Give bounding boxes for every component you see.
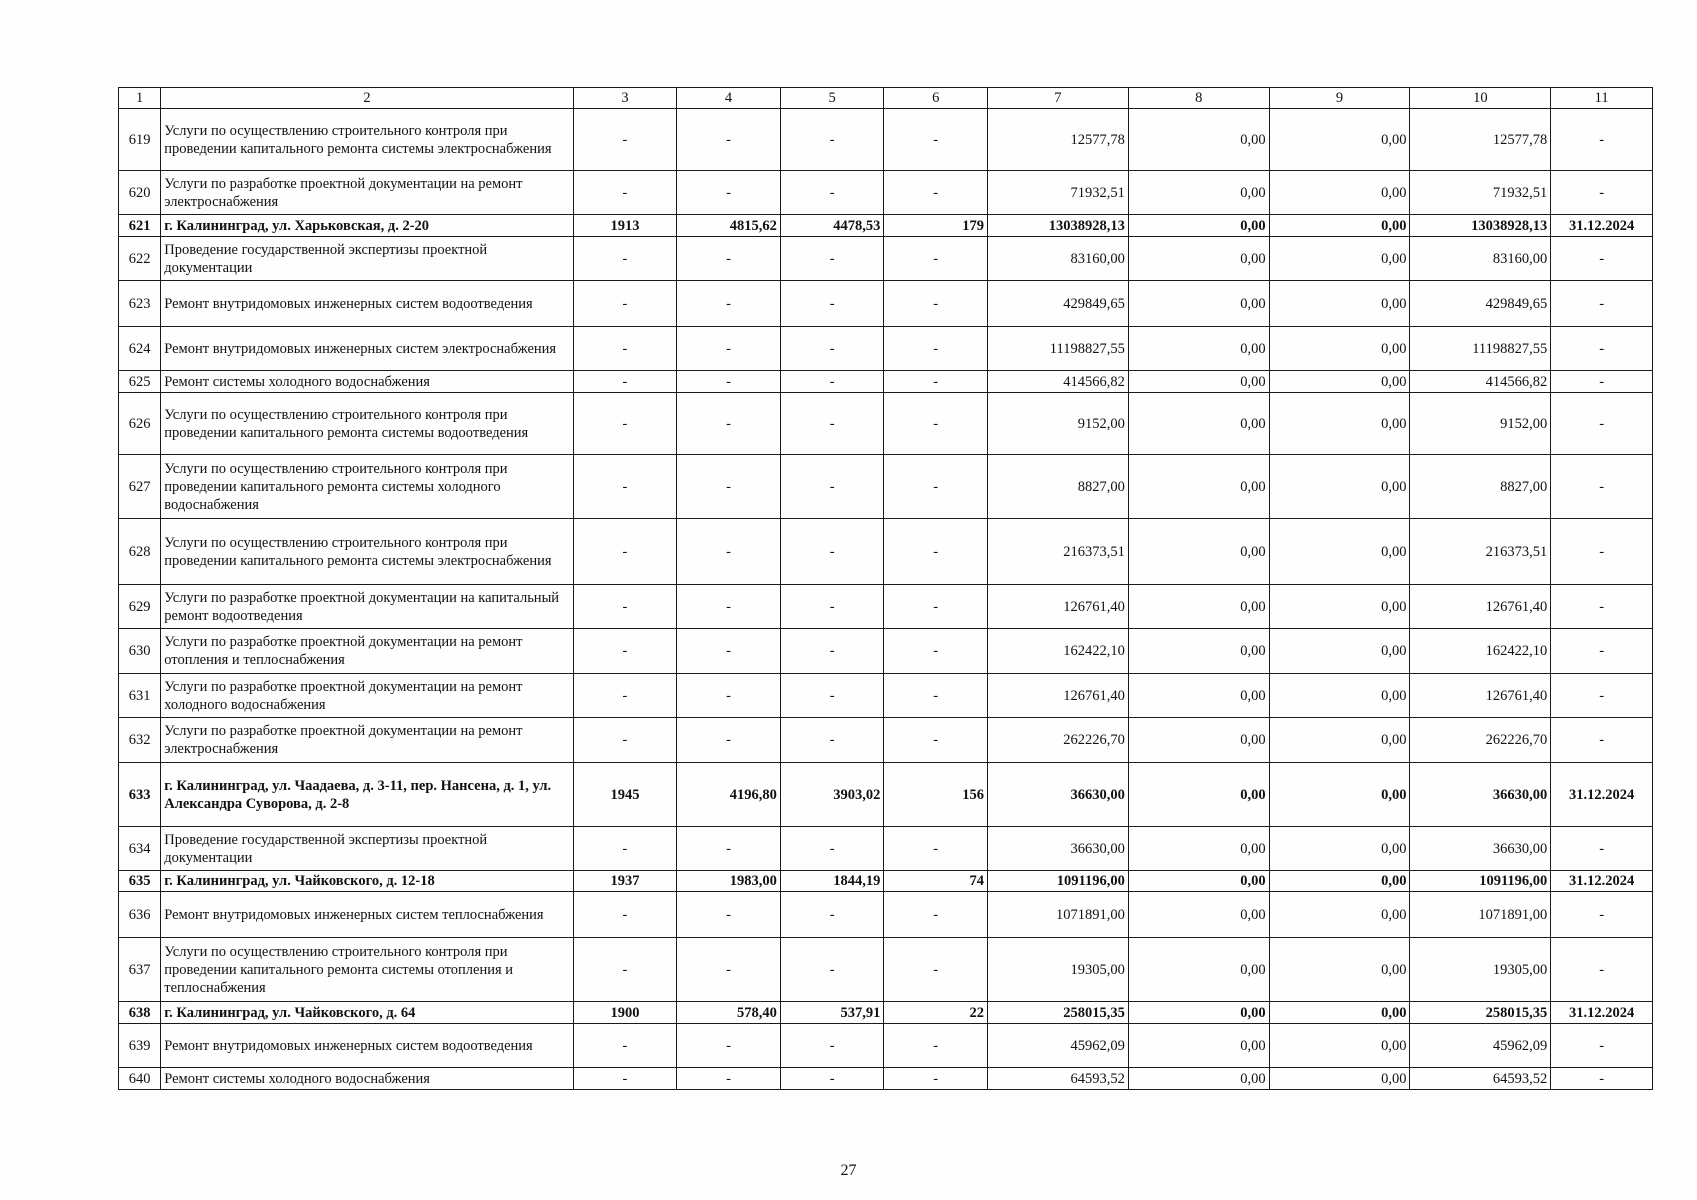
cell-col6: - (884, 938, 988, 1002)
cell-col5: - (780, 827, 884, 871)
row-number: 627 (119, 455, 161, 519)
column-header: 4 (677, 88, 781, 109)
cell-col10: 45962,09 (1410, 1024, 1551, 1068)
cell-col3: - (573, 674, 677, 718)
cell-col9: 0,00 (1269, 109, 1410, 171)
work-name: Услуги по разработке проектной документации на капитальный ремонт водоотведения (161, 585, 573, 629)
cell-col11: - (1551, 371, 1653, 393)
table-body (119, 109, 1653, 1090)
cell-col3: 1900 (573, 1002, 677, 1024)
works-table (118, 87, 1653, 1090)
cell-col9: 0,00 (1269, 519, 1410, 585)
cell-col11: - (1551, 938, 1653, 1002)
cell-col10: 19305,00 (1410, 938, 1551, 1002)
cell-col10: 13038928,13 (1410, 215, 1551, 237)
work-name: г. Калининград, ул. Чайковского, д. 64 (161, 1002, 573, 1024)
cell-col11: - (1551, 281, 1653, 327)
cell-col10: 8827,00 (1410, 455, 1551, 519)
cell-col10: 64593,52 (1410, 1068, 1551, 1090)
cell-col7: 83160,00 (988, 237, 1129, 281)
cell-col11: - (1551, 455, 1653, 519)
cell-col10: 11198827,55 (1410, 327, 1551, 371)
work-name: Услуги по осуществлению строительного контроля при проведении капитального ремонта системы холодного водоснабжения (161, 455, 573, 519)
cell-col7: 64593,52 (988, 1068, 1129, 1090)
cell-col7: 1091196,00 (988, 871, 1129, 892)
cell-col11: - (1551, 171, 1653, 215)
cell-col9: 0,00 (1269, 371, 1410, 393)
table-row (119, 171, 1653, 215)
table-row (119, 585, 1653, 629)
cell-col5: - (780, 371, 884, 393)
row-number: 621 (119, 215, 161, 237)
cell-col7: 414566,82 (988, 371, 1129, 393)
work-name: Проведение государственной экспертизы проектной документации (161, 827, 573, 871)
cell-col6: - (884, 629, 988, 674)
cell-col10: 71932,51 (1410, 171, 1551, 215)
cell-col6: - (884, 455, 988, 519)
work-name: Услуги по осуществлению строительного контроля при проведении капитального ремонта системы электроснабжения (161, 109, 573, 171)
column-header: 1 (119, 88, 161, 109)
cell-col5: - (780, 519, 884, 585)
cell-col7: 126761,40 (988, 674, 1129, 718)
cell-col5: 4478,53 (780, 215, 884, 237)
table-row (119, 938, 1653, 1002)
cell-col8: 0,00 (1128, 109, 1269, 171)
cell-col11: - (1551, 718, 1653, 763)
table-row (119, 109, 1653, 171)
cell-col6: - (884, 281, 988, 327)
cell-col3: - (573, 718, 677, 763)
cell-col3: - (573, 371, 677, 393)
work-name: г. Калининград, ул. Харьковская, д. 2-20 (161, 215, 573, 237)
cell-col3: - (573, 237, 677, 281)
cell-col7: 216373,51 (988, 519, 1129, 585)
cell-col8: 0,00 (1128, 763, 1269, 827)
row-number: 624 (119, 327, 161, 371)
work-name: Ремонт внутридомовых инженерных систем водоотведения (161, 281, 573, 327)
row-number: 639 (119, 1024, 161, 1068)
cell-col4: - (677, 585, 781, 629)
cell-col7: 8827,00 (988, 455, 1129, 519)
cell-col4: - (677, 1024, 781, 1068)
cell-col9: 0,00 (1269, 1024, 1410, 1068)
column-header: 8 (1128, 88, 1269, 109)
cell-col5: 3903,02 (780, 763, 884, 827)
cell-col9: 0,00 (1269, 215, 1410, 237)
cell-col8: 0,00 (1128, 371, 1269, 393)
row-number: 638 (119, 1002, 161, 1024)
table-row (119, 393, 1653, 455)
cell-col8: 0,00 (1128, 171, 1269, 215)
work-name: г. Калининград, ул. Чайковского, д. 12-18 (161, 871, 573, 892)
cell-col9: 0,00 (1269, 1068, 1410, 1090)
table-row (119, 281, 1653, 327)
work-name: Ремонт внутридомовых инженерных систем теплоснабжения (161, 892, 573, 938)
cell-col3: 1937 (573, 871, 677, 892)
cell-col11: - (1551, 109, 1653, 171)
cell-col9: 0,00 (1269, 892, 1410, 938)
work-name: Услуги по разработке проектной документации на ремонт отопления и теплоснабжения (161, 629, 573, 674)
cell-col9: 0,00 (1269, 585, 1410, 629)
cell-col11: - (1551, 585, 1653, 629)
cell-col6: 22 (884, 1002, 988, 1024)
cell-col3: - (573, 1068, 677, 1090)
row-number: 620 (119, 171, 161, 215)
cell-col7: 12577,78 (988, 109, 1129, 171)
row-number: 633 (119, 763, 161, 827)
cell-col10: 162422,10 (1410, 629, 1551, 674)
cell-col6: 156 (884, 763, 988, 827)
cell-col3: - (573, 455, 677, 519)
cell-col5: 1844,19 (780, 871, 884, 892)
row-number: 637 (119, 938, 161, 1002)
cell-col10: 258015,35 (1410, 1002, 1551, 1024)
cell-col8: 0,00 (1128, 455, 1269, 519)
cell-col7: 126761,40 (988, 585, 1129, 629)
cell-col4: - (677, 1068, 781, 1090)
cell-col6: - (884, 1068, 988, 1090)
cell-col4: - (677, 629, 781, 674)
cell-col8: 0,00 (1128, 327, 1269, 371)
cell-col8: 0,00 (1128, 871, 1269, 892)
cell-col9: 0,00 (1269, 827, 1410, 871)
cell-col4: - (677, 171, 781, 215)
table-row (119, 629, 1653, 674)
table-row (119, 827, 1653, 871)
work-name: Ремонт внутридомовых инженерных систем водоотведения (161, 1024, 573, 1068)
cell-col10: 83160,00 (1410, 237, 1551, 281)
cell-col4: - (677, 938, 781, 1002)
cell-col11: - (1551, 892, 1653, 938)
cell-col10: 262226,70 (1410, 718, 1551, 763)
cell-col6: 74 (884, 871, 988, 892)
cell-col5: - (780, 327, 884, 371)
cell-col8: 0,00 (1128, 674, 1269, 718)
row-number: 632 (119, 718, 161, 763)
table-row (119, 1068, 1653, 1090)
row-number: 619 (119, 109, 161, 171)
work-name: Проведение государственной экспертизы проектной документации (161, 237, 573, 281)
cell-col6: - (884, 827, 988, 871)
row-number: 629 (119, 585, 161, 629)
cell-col7: 71932,51 (988, 171, 1129, 215)
table-row (119, 327, 1653, 371)
cell-col9: 0,00 (1269, 1002, 1410, 1024)
table-row (119, 455, 1653, 519)
cell-col10: 1071891,00 (1410, 892, 1551, 938)
row-number: 631 (119, 674, 161, 718)
cell-col11: - (1551, 1024, 1653, 1068)
column-header: 9 (1269, 88, 1410, 109)
column-header: 11 (1551, 88, 1653, 109)
table-row (119, 892, 1653, 938)
cell-col7: 162422,10 (988, 629, 1129, 674)
cell-col4: - (677, 519, 781, 585)
work-name: Ремонт системы холодного водоснабжения (161, 371, 573, 393)
cell-col5: - (780, 455, 884, 519)
cell-col3: - (573, 1024, 677, 1068)
work-name: Ремонт системы холодного водоснабжения (161, 1068, 573, 1090)
cell-col5: - (780, 393, 884, 455)
cell-col8: 0,00 (1128, 281, 1269, 327)
cell-col9: 0,00 (1269, 871, 1410, 892)
work-name: Услуги по осуществлению строительного контроля при проведении капитального ремонта системы отопления и теплоснабжения (161, 938, 573, 1002)
cell-col5: - (780, 718, 884, 763)
cell-col5: - (780, 674, 884, 718)
cell-col11: 31.12.2024 (1551, 871, 1653, 892)
cell-col9: 0,00 (1269, 455, 1410, 519)
table-row (119, 1002, 1653, 1024)
cell-col5: - (780, 281, 884, 327)
work-name: г. Калининград, ул. Чаадаева, д. 3-11, пер. Нансена, д. 1, ул. Александра Суворова, д. 2-8 (161, 763, 573, 827)
cell-col8: 0,00 (1128, 1068, 1269, 1090)
table-row (119, 1024, 1653, 1068)
cell-col7: 36630,00 (988, 763, 1129, 827)
row-number: 626 (119, 393, 161, 455)
cell-col11: - (1551, 1068, 1653, 1090)
cell-col11: 31.12.2024 (1551, 763, 1653, 827)
cell-col3: - (573, 629, 677, 674)
cell-col4: - (677, 281, 781, 327)
cell-col5: - (780, 171, 884, 215)
cell-col3: - (573, 393, 677, 455)
column-header: 5 (780, 88, 884, 109)
cell-col9: 0,00 (1269, 718, 1410, 763)
cell-col3: - (573, 281, 677, 327)
table-row (119, 237, 1653, 281)
row-number: 628 (119, 519, 161, 585)
cell-col6: - (884, 892, 988, 938)
cell-col10: 9152,00 (1410, 393, 1551, 455)
column-header: 6 (884, 88, 988, 109)
cell-col4: - (677, 718, 781, 763)
row-number: 640 (119, 1068, 161, 1090)
cell-col8: 0,00 (1128, 1002, 1269, 1024)
cell-col10: 1091196,00 (1410, 871, 1551, 892)
cell-col11: 31.12.2024 (1551, 1002, 1653, 1024)
cell-col3: - (573, 327, 677, 371)
cell-col6: - (884, 371, 988, 393)
table-row (119, 718, 1653, 763)
cell-col6: - (884, 519, 988, 585)
cell-col3: 1945 (573, 763, 677, 827)
row-number: 622 (119, 237, 161, 281)
cell-col8: 0,00 (1128, 585, 1269, 629)
row-number: 630 (119, 629, 161, 674)
cell-col5: - (780, 1024, 884, 1068)
cell-col11: - (1551, 327, 1653, 371)
cell-col10: 36630,00 (1410, 763, 1551, 827)
cell-col3: - (573, 892, 677, 938)
cell-col9: 0,00 (1269, 281, 1410, 327)
cell-col6: - (884, 674, 988, 718)
cell-col4: 4815,62 (677, 215, 781, 237)
cell-col3: - (573, 171, 677, 215)
cell-col5: - (780, 109, 884, 171)
cell-col6: - (884, 109, 988, 171)
cell-col9: 0,00 (1269, 237, 1410, 281)
column-header: 3 (573, 88, 677, 109)
column-header: 10 (1410, 88, 1551, 109)
cell-col4: - (677, 237, 781, 281)
cell-col8: 0,00 (1128, 1024, 1269, 1068)
cell-col9: 0,00 (1269, 327, 1410, 371)
cell-col4: - (677, 371, 781, 393)
cell-col8: 0,00 (1128, 237, 1269, 281)
cell-col10: 126761,40 (1410, 674, 1551, 718)
cell-col5: - (780, 629, 884, 674)
work-name: Услуги по осуществлению строительного контроля при проведении капитального ремонта системы электроснабжения (161, 519, 573, 585)
cell-col5: - (780, 585, 884, 629)
cell-col6: - (884, 393, 988, 455)
cell-col4: 578,40 (677, 1002, 781, 1024)
cell-col8: 0,00 (1128, 892, 1269, 938)
cell-col3: - (573, 585, 677, 629)
cell-col7: 258015,35 (988, 1002, 1129, 1024)
row-number: 634 (119, 827, 161, 871)
cell-col10: 414566,82 (1410, 371, 1551, 393)
cell-col4: - (677, 455, 781, 519)
cell-col10: 429849,65 (1410, 281, 1551, 327)
cell-col9: 0,00 (1269, 629, 1410, 674)
cell-col9: 0,00 (1269, 938, 1410, 1002)
cell-col9: 0,00 (1269, 393, 1410, 455)
row-number: 635 (119, 871, 161, 892)
cell-col8: 0,00 (1128, 718, 1269, 763)
cell-col8: 0,00 (1128, 938, 1269, 1002)
cell-col7: 11198827,55 (988, 327, 1129, 371)
table-row (119, 371, 1653, 393)
row-number: 636 (119, 892, 161, 938)
cell-col6: - (884, 327, 988, 371)
cell-col8: 0,00 (1128, 827, 1269, 871)
cell-col9: 0,00 (1269, 763, 1410, 827)
cell-col6: - (884, 171, 988, 215)
cell-col11: - (1551, 827, 1653, 871)
cell-col8: 0,00 (1128, 215, 1269, 237)
table-row (119, 215, 1653, 237)
page-number: 27 (840, 1162, 857, 1179)
cell-col11: - (1551, 629, 1653, 674)
work-name: Услуги по разработке проектной документации на ремонт холодного водоснабжения (161, 674, 573, 718)
cell-col6: - (884, 237, 988, 281)
cell-col3: - (573, 938, 677, 1002)
cell-col11: - (1551, 519, 1653, 585)
cell-col4: - (677, 827, 781, 871)
cell-col11: 31.12.2024 (1551, 215, 1653, 237)
cell-col10: 126761,40 (1410, 585, 1551, 629)
cell-col10: 216373,51 (1410, 519, 1551, 585)
column-header: 7 (988, 88, 1129, 109)
cell-col11: - (1551, 393, 1653, 455)
cell-col5: - (780, 237, 884, 281)
cell-col10: 36630,00 (1410, 827, 1551, 871)
cell-col8: 0,00 (1128, 629, 1269, 674)
cell-col8: 0,00 (1128, 519, 1269, 585)
cell-col7: 1071891,00 (988, 892, 1129, 938)
header-row (119, 88, 1653, 109)
table-row (119, 519, 1653, 585)
cell-col4: - (677, 892, 781, 938)
cell-col7: 45962,09 (988, 1024, 1129, 1068)
cell-col6: 179 (884, 215, 988, 237)
cell-col5: - (780, 938, 884, 1002)
work-name: Ремонт внутридомовых инженерных систем электроснабжения (161, 327, 573, 371)
cell-col3: - (573, 827, 677, 871)
cell-col4: - (677, 327, 781, 371)
cell-col7: 19305,00 (988, 938, 1129, 1002)
cell-col10: 12577,78 (1410, 109, 1551, 171)
cell-col8: 0,00 (1128, 393, 1269, 455)
cell-col4: - (677, 109, 781, 171)
cell-col4: 4196,80 (677, 763, 781, 827)
table-row (119, 871, 1653, 892)
cell-col9: 0,00 (1269, 674, 1410, 718)
column-header: 2 (161, 88, 573, 109)
cell-col7: 13038928,13 (988, 215, 1129, 237)
work-name: Услуги по разработке проектной документации на ремонт электроснабжения (161, 171, 573, 215)
row-number: 625 (119, 371, 161, 393)
cell-col5: - (780, 892, 884, 938)
cell-col7: 262226,70 (988, 718, 1129, 763)
cell-col3: - (573, 519, 677, 585)
cell-col7: 36630,00 (988, 827, 1129, 871)
table-row (119, 674, 1653, 718)
cell-col4: - (677, 674, 781, 718)
cell-col6: - (884, 1024, 988, 1068)
cell-col6: - (884, 585, 988, 629)
row-number: 623 (119, 281, 161, 327)
cell-col4: - (677, 393, 781, 455)
cell-col5: 537,91 (780, 1002, 884, 1024)
cell-col3: - (573, 109, 677, 171)
table-row (119, 763, 1653, 827)
work-name: Услуги по разработке проектной документации на ремонт электроснабжения (161, 718, 573, 763)
cell-col9: 0,00 (1269, 171, 1410, 215)
work-name: Услуги по осуществлению строительного контроля при проведении капитального ремонта системы водоотведения (161, 393, 573, 455)
cell-col3: 1913 (573, 215, 677, 237)
cell-col11: - (1551, 237, 1653, 281)
cell-col6: - (884, 718, 988, 763)
cell-col5: - (780, 1068, 884, 1090)
cell-col7: 9152,00 (988, 393, 1129, 455)
cell-col7: 429849,65 (988, 281, 1129, 327)
cell-col11: - (1551, 674, 1653, 718)
cell-col4: 1983,00 (677, 871, 781, 892)
